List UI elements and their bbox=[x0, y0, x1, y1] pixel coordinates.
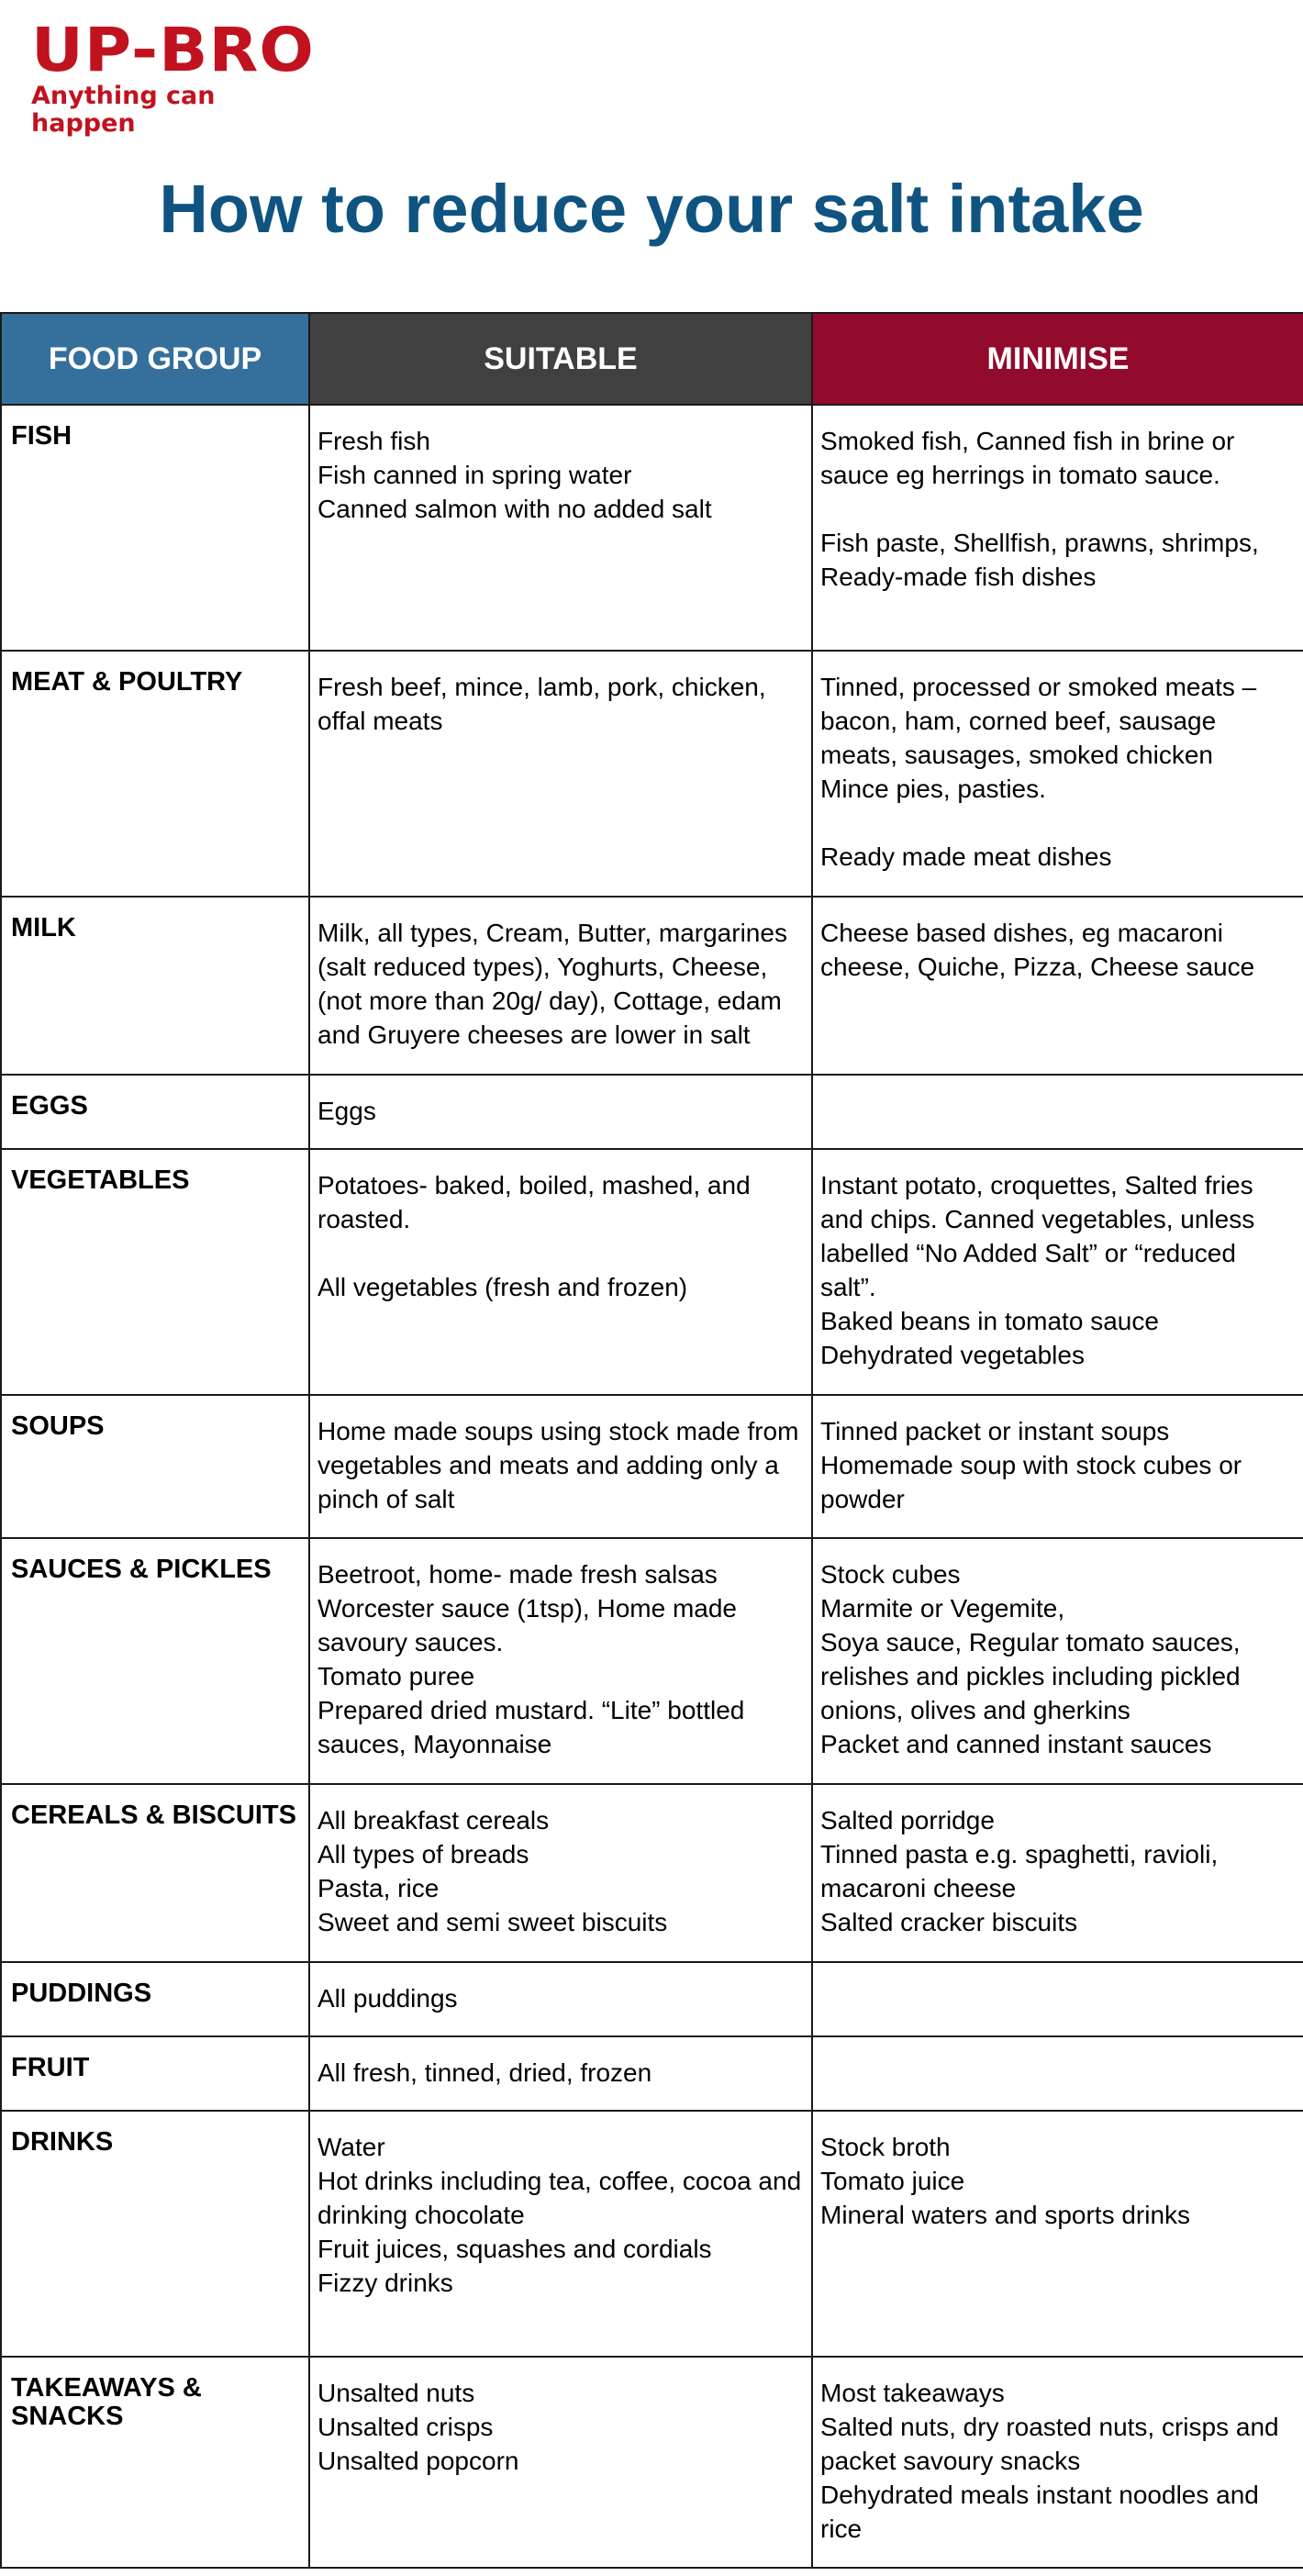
suitable-cell: Eggs bbox=[309, 1075, 812, 1149]
suitable-cell: Fresh beef, mince, lamb, pork, chicken, offal meats bbox=[309, 651, 812, 897]
food-group-cell: FISH bbox=[1, 405, 309, 651]
suitable-cell: Fresh fish Fish canned in spring water Canned salmon with no added salt bbox=[309, 405, 812, 651]
food-group-cell: TAKEAWAYS & SNACKS bbox=[1, 2357, 309, 2568]
food-group-cell: DRINKS bbox=[1, 2111, 309, 2357]
table-row bbox=[1, 1149, 1303, 1395]
table-row bbox=[1, 897, 1303, 1075]
table-header-row bbox=[1, 313, 1303, 405]
suitable-cell: Water Hot drinks including tea, coffee, cocoa and drinking chocolate Fruit juices, squashes and cordials Fizzy drinks bbox=[309, 2111, 812, 2357]
table-row bbox=[1, 2036, 1303, 2111]
table-row bbox=[1, 1395, 1303, 1538]
logo-tagline: Anything can happen bbox=[31, 82, 216, 138]
suitable-cell: Milk, all types, Cream, Butter, margarines (salt reduced types), Yoghurts, Cheese, (not more than 20g/ day), Cottage, edam and Gruyere cheeses are lower in salt bbox=[309, 897, 812, 1075]
minimise-cell: Instant potato, croquettes, Salted fries and chips. Canned vegetables, unless labelled “No Added Salt” or “reduced salt”. Baked beans in tomato sauce Dehydrated vegetables bbox=[812, 1149, 1303, 1395]
food-group-cell: VEGETABLES bbox=[1, 1149, 309, 1395]
suitable-cell: Beetroot, home- made fresh salsas Worcester sauce (1tsp), Home made savoury sauces. Tomato puree Prepared dried mustard. “Lite” bottled sauces, Mayonnaise bbox=[309, 1538, 812, 1784]
food-group-cell: MILK bbox=[1, 897, 309, 1075]
suitable-cell: All fresh, tinned, dried, frozen bbox=[309, 2036, 812, 2111]
minimise-cell bbox=[812, 1075, 1303, 1149]
food-group-cell: MEAT & POULTRY bbox=[1, 651, 309, 897]
suitable-cell: Potatoes- baked, boiled, mashed, and roasted. All vegetables (fresh and frozen) bbox=[309, 1149, 812, 1395]
food-group-cell: CEREALS & BISCUITS bbox=[1, 1784, 309, 1962]
food-group-cell: SOUPS bbox=[1, 1395, 309, 1538]
minimise-cell: Stock cubes Marmite or Vegemite, Soya sauce, Regular tomato sauces, relishes and pickles including pickled onions, olives and gherkins Packet and canned instant sauces bbox=[812, 1538, 1303, 1784]
suitable-cell: All puddings bbox=[309, 1962, 812, 2036]
table-row bbox=[1, 1784, 1303, 1962]
suitable-cell: All breakfast cereals All types of breads Pasta, rice Sweet and semi sweet biscuits bbox=[309, 1784, 812, 1962]
food-group-cell: FRUIT bbox=[1, 2036, 309, 2111]
minimise-cell: Stock broth Tomato juice Mineral waters and sports drinks bbox=[812, 2111, 1303, 2357]
suitable-cell: Home made soups using stock made from vegetables and meats and adding only a pinch of salt bbox=[309, 1395, 812, 1538]
table-row bbox=[1, 405, 1303, 651]
table-row bbox=[1, 651, 1303, 897]
suitable-cell: Unsalted nuts Unsalted crisps Unsalted popcorn bbox=[309, 2357, 812, 2568]
minimise-cell bbox=[812, 1962, 1303, 2036]
minimise-cell: Tinned packet or instant soups Homemade soup with stock cubes or powder bbox=[812, 1395, 1303, 1538]
header-minimise: MINIMISE bbox=[812, 313, 1303, 405]
minimise-cell bbox=[812, 2036, 1303, 2111]
header-suitable: SUITABLE bbox=[309, 313, 812, 405]
salt-guide-table bbox=[0, 312, 1303, 2569]
table-row bbox=[1, 1075, 1303, 1149]
minimise-cell: Salted porridge Tinned pasta e.g. spaghetti, ravioli, macaroni cheese Salted cracker biscuits bbox=[812, 1784, 1303, 1962]
food-group-cell: EGGS bbox=[1, 1075, 309, 1149]
page-title: How to reduce your salt intake bbox=[159, 171, 1144, 247]
minimise-cell: Cheese based dishes, eg macaroni cheese, Quiche, Pizza, Cheese sauce bbox=[812, 897, 1303, 1075]
table-row bbox=[1, 2357, 1303, 2568]
table-row bbox=[1, 1538, 1303, 1784]
header-food-group: FOOD GROUP bbox=[1, 313, 309, 405]
minimise-cell: Smoked fish, Canned fish in brine or sauce eg herrings in tomato sauce. Fish paste, Shellfish, prawns, shrimps, Ready-made fish dishes bbox=[812, 405, 1303, 651]
logo-wordmark: UP-BRO bbox=[31, 15, 315, 85]
minimise-cell: Most takeaways Salted nuts, dry roasted nuts, crisps and packet savoury snacks Dehydrated meals instant noodles and rice bbox=[812, 2357, 1303, 2568]
food-group-cell: SAUCES & PICKLES bbox=[1, 1538, 309, 1784]
food-group-cell: PUDDINGS bbox=[1, 1962, 309, 2036]
table-row bbox=[1, 2111, 1303, 2357]
table-row bbox=[1, 1962, 1303, 2036]
minimise-cell: Tinned, processed or smoked meats – bacon, ham, corned beef, sausage meats, sausages, smoked chicken Mince pies, pasties. Ready made meat dishes bbox=[812, 651, 1303, 897]
brand-logo bbox=[31, 15, 325, 138]
